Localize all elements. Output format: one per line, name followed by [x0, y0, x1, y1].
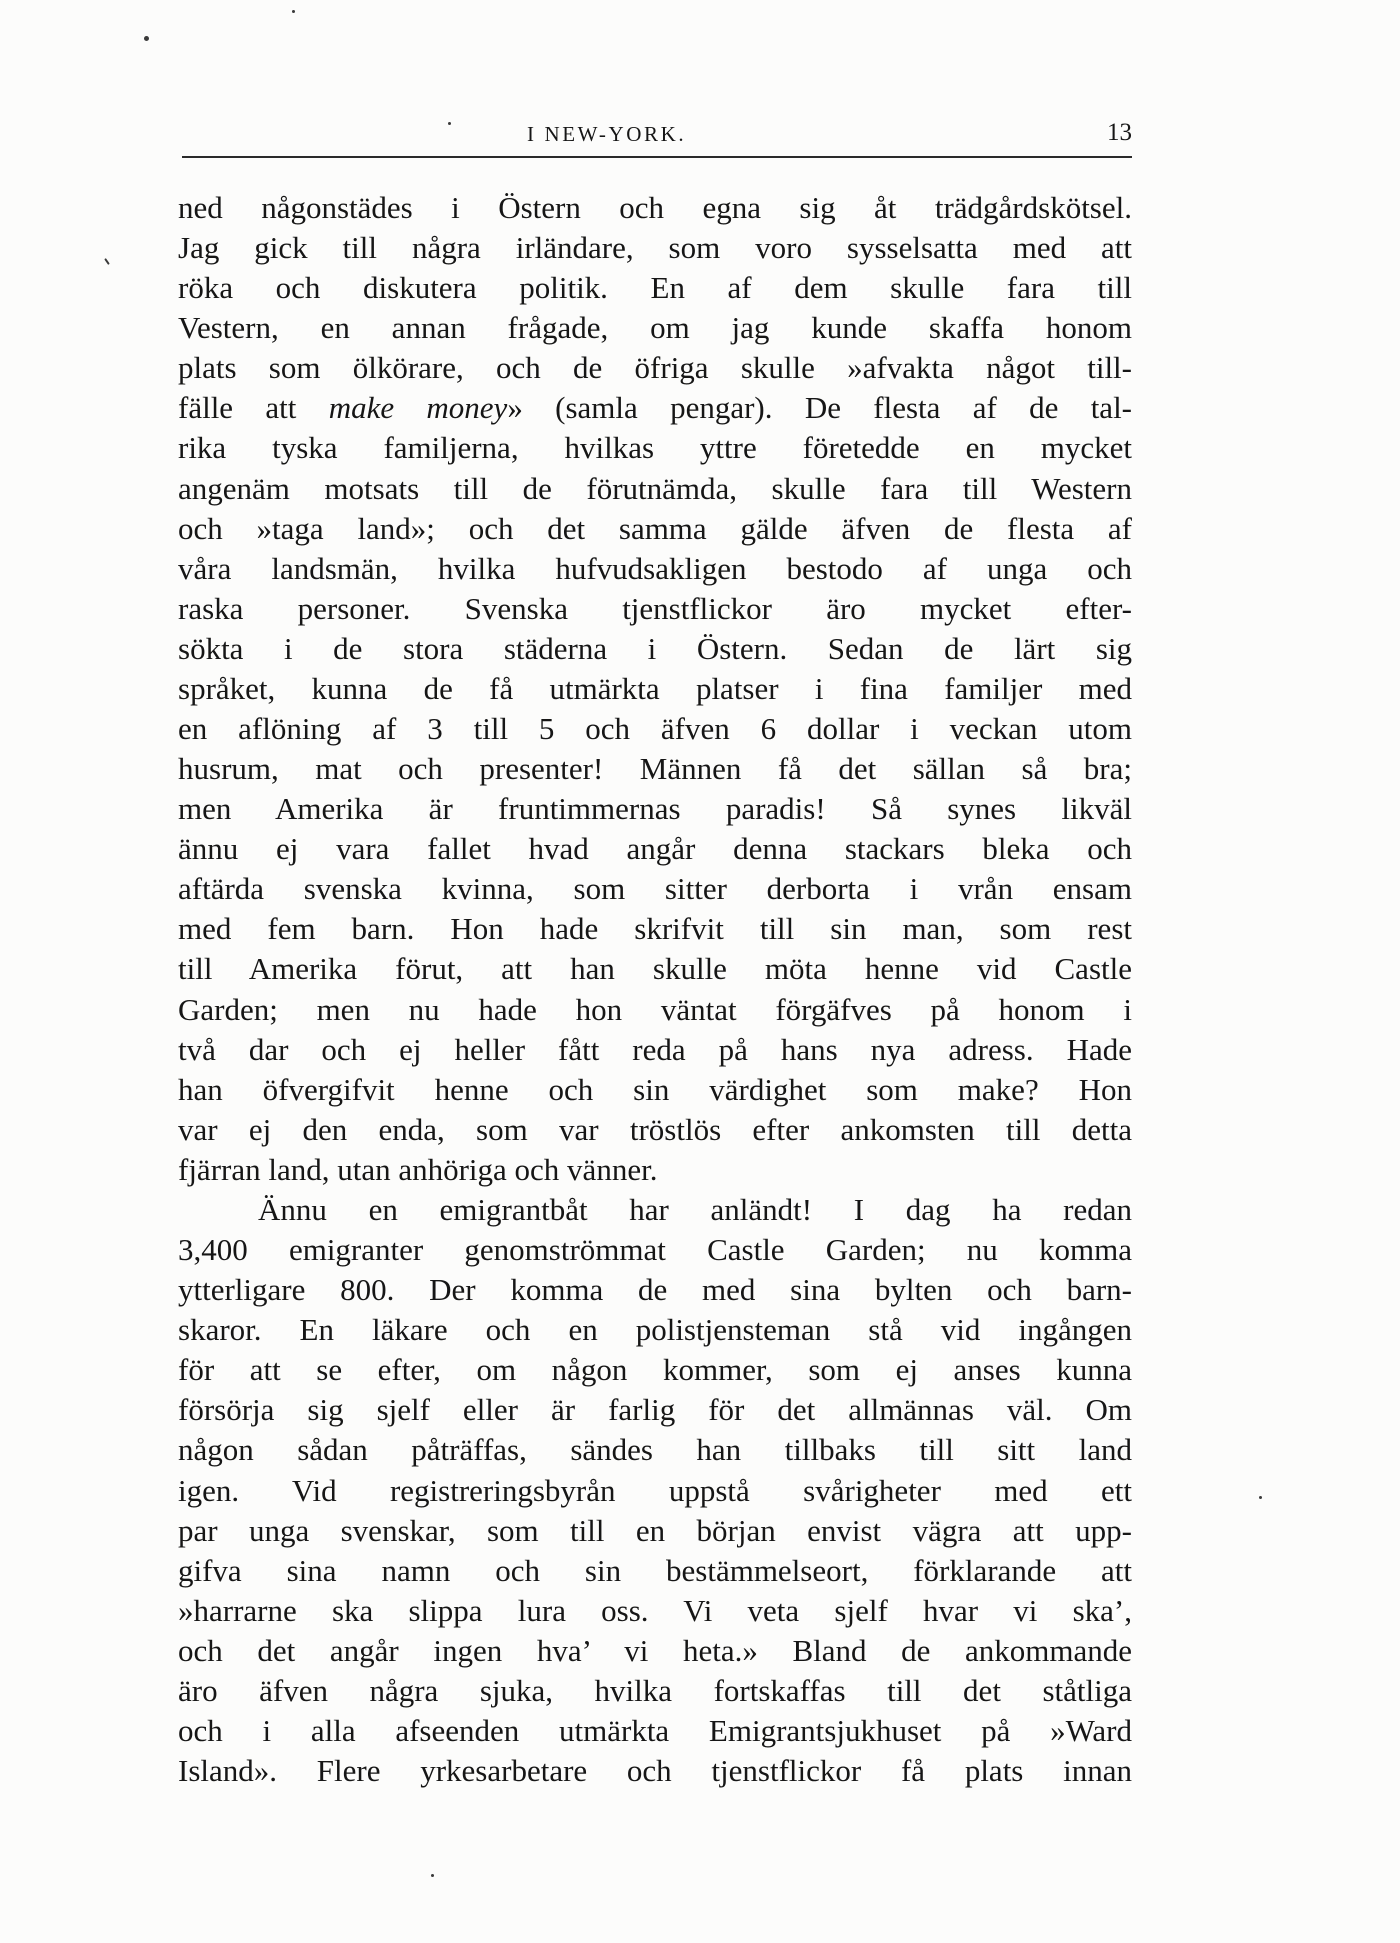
text-line: ännu ej vara fallet hvad angår denna stackars bleka och — [178, 831, 1132, 867]
text-segment: fälle att — [178, 390, 329, 426]
text-line: »harrarne ska slippa lura oss. Vi veta sjelf hvar vi ska’, — [178, 1592, 1132, 1628]
header-rule — [182, 156, 1132, 158]
text-line: angenäm motsats till de förutnämda, skulle fara till Western — [178, 470, 1132, 506]
text-line: och i alla afseenden utmärkta Emigrantsjukhuset på »Ward — [178, 1712, 1132, 1748]
page-number: 13 — [1107, 119, 1132, 146]
text-line: sökta i de stora städerna i Östern. Sedan de lärt sig — [178, 630, 1132, 666]
ink-speck — [104, 258, 110, 265]
text-line: 3,400 emigranter genomströmmat Castle Garden; nu komma — [178, 1232, 1132, 1268]
ink-speck — [431, 1874, 434, 1877]
text-line: raska personer. Svenska tjenstflickor äro mycket efter- — [178, 590, 1132, 626]
text-line: igen. Vid registreringsbyrån uppstå svårigheter med ett — [178, 1472, 1132, 1508]
text-body — [178, 188, 1132, 1791]
text-line: plats som ölkörare, och de öfriga skulle »afvakta något till- — [178, 350, 1132, 386]
text-line: och det angår ingen hva’ vi heta.» Bland de ankommande — [178, 1632, 1132, 1668]
text-line: par unga svenskar, som till en början envist vägra att upp- — [178, 1512, 1132, 1548]
text-line: rika tyska familjerna, hvilkas yttre företedde en mycket — [178, 430, 1132, 466]
text-line: våra landsmän, hvilka hufvudsakligen bestodo af unga och — [178, 550, 1132, 586]
text-line: skaror. En läkare och en polistjensteman stå vid ingången — [178, 1312, 1132, 1348]
text-line: Ännu en emigrantbåt har anländt! I dag ha redan — [258, 1191, 1132, 1227]
text-line: gifva sina namn och sin bestämmelseort, förklarande att — [178, 1552, 1132, 1588]
text-line: Jag gick till några irländare, som voro sysselsatta med att — [178, 230, 1132, 266]
text-line: språket, kunna de få utmärkta platser i fina familjer med — [178, 670, 1132, 706]
text-segment: » (samla pengar). De flesta af de tal- — [507, 390, 1133, 426]
text-line: och »taga land»; och det samma gälde äfven de flesta af — [178, 510, 1132, 546]
paragraph — [178, 188, 1132, 1190]
ink-speck — [144, 36, 149, 41]
ink-speck — [1259, 1496, 1262, 1499]
text-line: aftärda svenska kvinna, som sitter derborta i vrån ensam — [178, 871, 1132, 907]
text-line: till Amerika förut, att han skulle möta henne vid Castle — [178, 951, 1132, 987]
text-line: försörja sig sjelf eller är farlig för det allmännas väl. Om — [178, 1392, 1132, 1428]
text-line: men Amerika är fruntimmernas paradis! Så synes likväl — [178, 791, 1132, 827]
text-line: två dar och ej heller fått reda på hans nya adress. Hade — [178, 1031, 1132, 1067]
running-title: I NEW-YORK. — [527, 122, 687, 146]
ink-speck — [292, 10, 295, 13]
text-line: ytterligare 800. Der komma de med sina bylten och barn- — [178, 1272, 1132, 1308]
ink-speck — [448, 122, 451, 125]
text-line: Garden; men nu hade hon väntat förgäfves på honom i — [178, 991, 1132, 1027]
paragraph — [178, 1190, 1132, 1791]
text-line: ned någonstädes i Östern och egna sig åt trädgårdskötsel. — [178, 190, 1132, 225]
text-line: äro äfven några sjuka, hvilka fortskaffas till det ståtliga — [178, 1672, 1132, 1708]
text-line: med fem barn. Hon hade skrifvit till sin man, som rest — [178, 911, 1132, 947]
text-line: någon sådan påträffas, sändes han tillbaks till sitt land — [178, 1432, 1132, 1468]
text-line: en aflöning af 3 till 5 och äfven 6 dollar i veckan utom — [178, 711, 1132, 747]
text-line: röka och diskutera politik. En af dem skulle fara till — [178, 270, 1132, 306]
text-line: Island». Flere yrkesarbetare och tjenstflickor få plats innan — [178, 1753, 1132, 1789]
text-line: han öfvergifvit henne och sin värdighet som make? Hon — [178, 1071, 1132, 1107]
text-line: Vestern, en annan frågade, om jag kunde skaffa honom — [178, 310, 1132, 346]
text-line: för att se efter, om någon kommer, som ej anses kunna — [178, 1352, 1132, 1388]
text-line: var ej den enda, som var tröstlös efter ankomsten till detta — [178, 1111, 1132, 1147]
text-line: husrum, mat och presenter! Männen få det sällan så bra; — [178, 751, 1132, 787]
text-line: fjärran land, utan anhöriga och vänner. — [178, 1151, 658, 1187]
text-line — [178, 388, 1132, 428]
italic-phrase: make money — [328, 390, 508, 426]
